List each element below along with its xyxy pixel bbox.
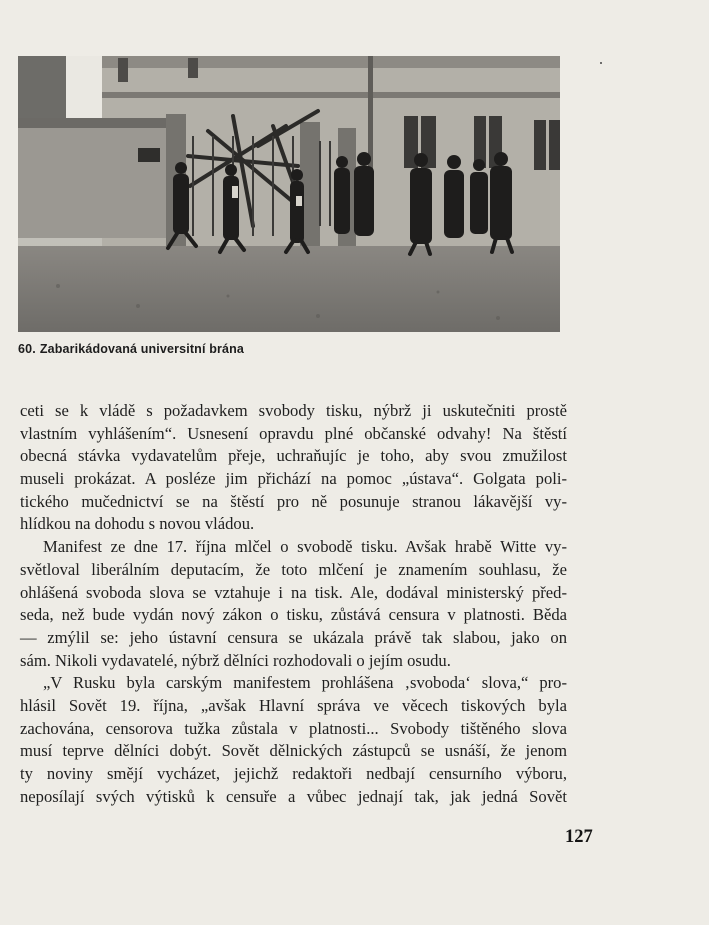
body-text (20, 400, 567, 808)
text-line: neposílají svých výtisků k censuře a vůbec jednají tak, jak jedná Sovět (20, 786, 567, 806)
text-line: ohlášená svoboda slova se vztahuje i na tisk. Ale, dodával ministerský před- (20, 582, 567, 602)
text-line: musí teprve dělníci dobýt. Sovět dělnických zástupců se usnáší, že jenom (20, 741, 567, 761)
barricaded-gate-photo (18, 56, 560, 332)
text-line: tického mučednictví se na štěstí pro ně posunuje stranou lákavější vy- (20, 491, 567, 511)
text-line: zachována, censorova tužka zůstala v platnosti... Svobody tištěného slova (20, 718, 567, 738)
text-line: ceti se k vládě s požadavkem svobody tisku, nýbrž ji uskutečniti prostě (20, 401, 567, 420)
text-line: sám. Nikoli vydavatelé, nýbrž dělníci rozhodovali o jejím osudu. (20, 650, 451, 670)
text-line: vlastním vyhlášením“. Usnesení opravdu plné občanské odvahy! Na štěstí (20, 423, 567, 443)
text-line: hlídkou na dohodu s novou vládou. (20, 514, 255, 534)
paper-speck (600, 62, 602, 64)
text-line: seda, než bude vydán nový zákon o tisku, zůstává censura v platnosti. Běda (20, 605, 567, 625)
text-line: museli prokázat. A posléze jim přichází na pomoc „ústava“. Golgata poli- (20, 469, 567, 489)
figure-number: 60. (18, 342, 36, 356)
text-line: Manifest ze dne 17. října mlčel o svobodě tisku. Avšak hrabě Witte vy- (43, 537, 567, 557)
figure-caption-text: Zabarikádovaná universitní brána (39, 342, 244, 356)
text-line: — zmýlil se: jeho ústavní censura se ukázala právě tak slabou, jako on (20, 627, 567, 647)
text-line: ty noviny smějí vycházet, jejichž redaktoři nedbají censurního výboru, (20, 764, 567, 783)
figure-caption (18, 342, 244, 356)
page-number: 127 (565, 827, 593, 847)
text-line: hlásil Sovět 19. října, „avšak Hlavní správa ve věcech tiskových byla (20, 695, 567, 715)
text-line: obecná stávka vydavatelům přeje, uchraňujíc je toho, aby svou zmužilost (20, 446, 567, 466)
text-line: světloval liberálním deputacím, že toto mlčení je znamením souhlasu, že (20, 559, 567, 579)
text-line: „V Rusku byla carským manifestem prohlášena ‚svoboda‘ slova,“ pro- (43, 673, 567, 693)
figure-photo (18, 56, 560, 332)
